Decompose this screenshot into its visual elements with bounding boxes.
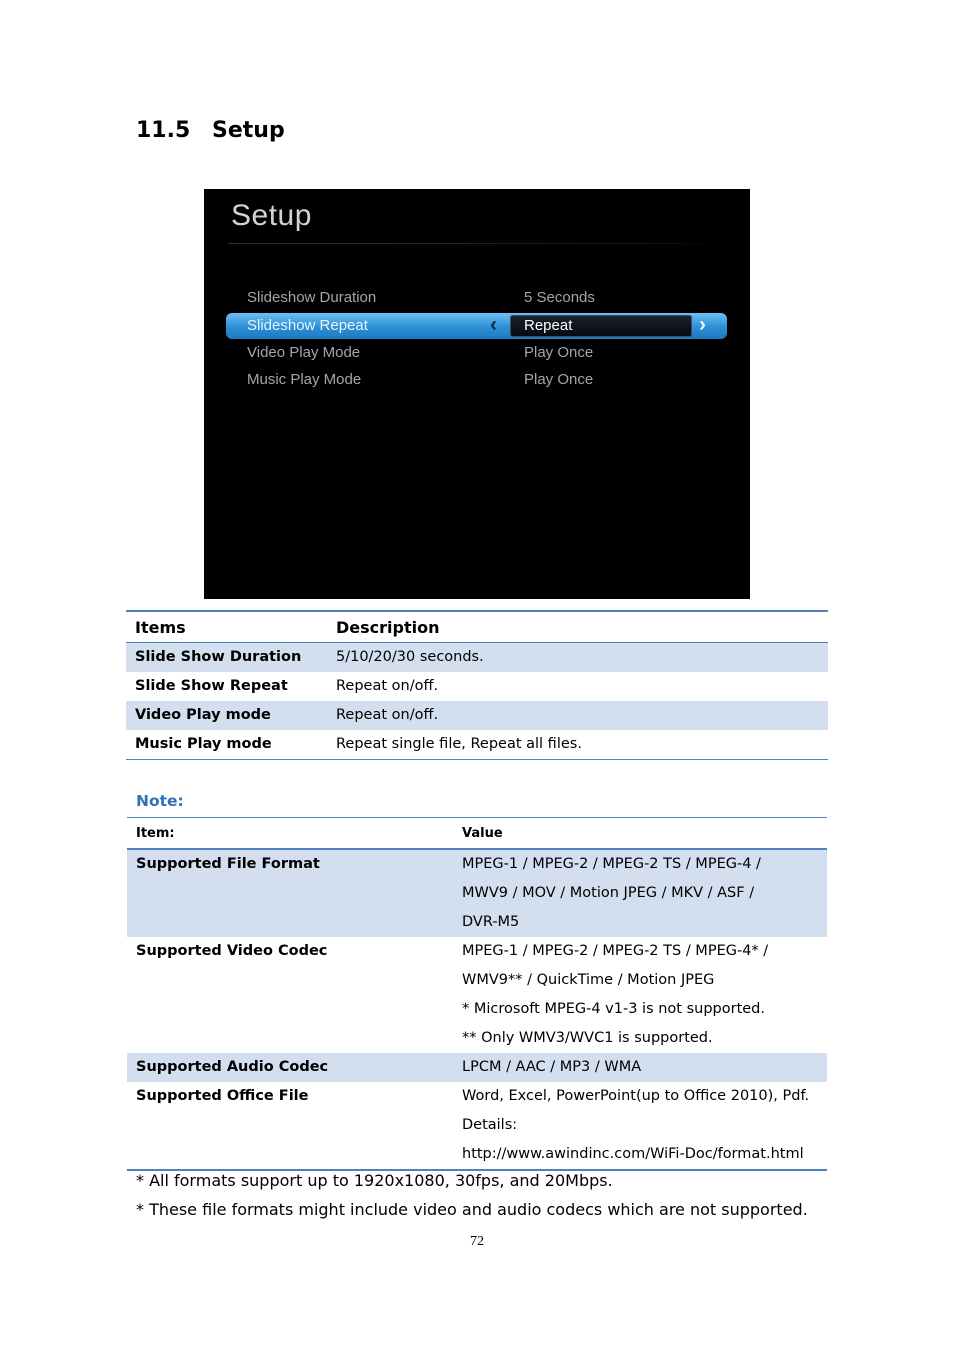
note-label: Note: xyxy=(136,792,184,810)
setup-screenshot xyxy=(204,189,750,599)
setting-row-video-play-mode[interactable] xyxy=(204,341,750,365)
table-row xyxy=(126,730,828,759)
value-line: Details: xyxy=(462,1117,518,1133)
table-row xyxy=(127,850,827,937)
details-link[interactable]: http://www.awindinc.com/WiFi-Doc/format.html xyxy=(462,1146,804,1162)
header-item: Item: xyxy=(136,826,175,841)
value-line: MPEG-1 / MPEG-2 / MPEG-2 TS / MPEG-4 / xyxy=(462,856,761,872)
item-cell: Supported Office File xyxy=(136,1088,309,1104)
value-cell xyxy=(462,850,827,937)
page-number: 72 xyxy=(470,1234,484,1249)
item-cell: Supported Video Codec xyxy=(136,943,328,959)
description-cell: Repeat on/off. xyxy=(336,678,439,694)
table-row xyxy=(127,937,827,1053)
setting-value: Repeat xyxy=(524,317,573,334)
section-number: 11.5 xyxy=(136,118,191,143)
value-cell xyxy=(462,1053,827,1082)
setting-value: 5 Seconds xyxy=(524,289,595,306)
setting-row-music-play-mode[interactable] xyxy=(204,368,750,392)
chevron-left-icon[interactable]: ‹ xyxy=(490,313,497,336)
table-row xyxy=(127,1082,827,1169)
table-header xyxy=(127,818,827,850)
items-table xyxy=(126,610,828,760)
screenshot-divider xyxy=(228,243,728,244)
screenshot-title: Setup xyxy=(231,199,312,232)
setting-row-slideshow-repeat[interactable] xyxy=(204,313,750,337)
value-line: ** Only WMV3/WVC1 is supported. xyxy=(462,1030,713,1046)
item-cell: Slide Show Repeat xyxy=(135,678,288,694)
value-cell xyxy=(462,1082,827,1169)
header-description: Description xyxy=(336,618,440,637)
setting-label: Slideshow Repeat xyxy=(247,317,368,334)
item-cell: Video Play mode xyxy=(135,707,271,723)
value-line: * Microsoft MPEG-4 v1-3 is not supported. xyxy=(462,1001,765,1017)
table-row xyxy=(126,701,828,730)
section-heading xyxy=(136,118,285,143)
value-line: Word, Excel, PowerPoint(up to Office 2010), Pdf. xyxy=(462,1088,810,1104)
value-line: LPCM / AAC / MP3 / WMA xyxy=(462,1059,642,1075)
description-cell: Repeat on/off. xyxy=(336,707,439,723)
footnote: * These file formats might include video and audio codecs which are not supported. xyxy=(136,1200,808,1219)
note-table xyxy=(127,817,827,1171)
table-header xyxy=(126,612,828,643)
header-value: Value xyxy=(462,826,503,841)
value-line: DVR-M5 xyxy=(462,914,520,930)
description-cell: 5/10/20/30 seconds. xyxy=(336,649,484,665)
table-row xyxy=(127,1053,827,1082)
value-cell xyxy=(462,937,827,1053)
setting-value: Play Once xyxy=(524,344,594,361)
description-cell: Repeat single file, Repeat all files. xyxy=(336,736,582,752)
item-cell: Music Play mode xyxy=(135,736,272,752)
setting-value: Play Once xyxy=(524,371,594,388)
table-row xyxy=(126,643,828,672)
footnote: * All formats support up to 1920x1080, 30fps, and 20Mbps. xyxy=(136,1171,613,1190)
setting-row-slideshow-duration[interactable] xyxy=(204,286,750,310)
item-cell: Supported File Format xyxy=(136,856,320,872)
value-line: MPEG-1 / MPEG-2 / MPEG-2 TS / MPEG-4* / xyxy=(462,943,769,959)
value-line: WMV9** / QuickTime / Motion JPEG xyxy=(462,972,715,988)
item-cell: Slide Show Duration xyxy=(135,649,302,665)
chevron-right-icon[interactable]: › xyxy=(699,313,706,336)
setting-label: Music Play Mode xyxy=(247,371,362,388)
value-line: MWV9 / MOV / Motion JPEG / MKV / ASF / xyxy=(462,885,755,901)
item-cell: Supported Audio Codec xyxy=(136,1059,329,1075)
section-title: Setup xyxy=(212,118,285,143)
table-row xyxy=(126,672,828,701)
setting-label: Slideshow Duration xyxy=(247,289,377,306)
setting-label: Video Play Mode xyxy=(247,344,361,361)
header-items: Items xyxy=(135,618,186,637)
